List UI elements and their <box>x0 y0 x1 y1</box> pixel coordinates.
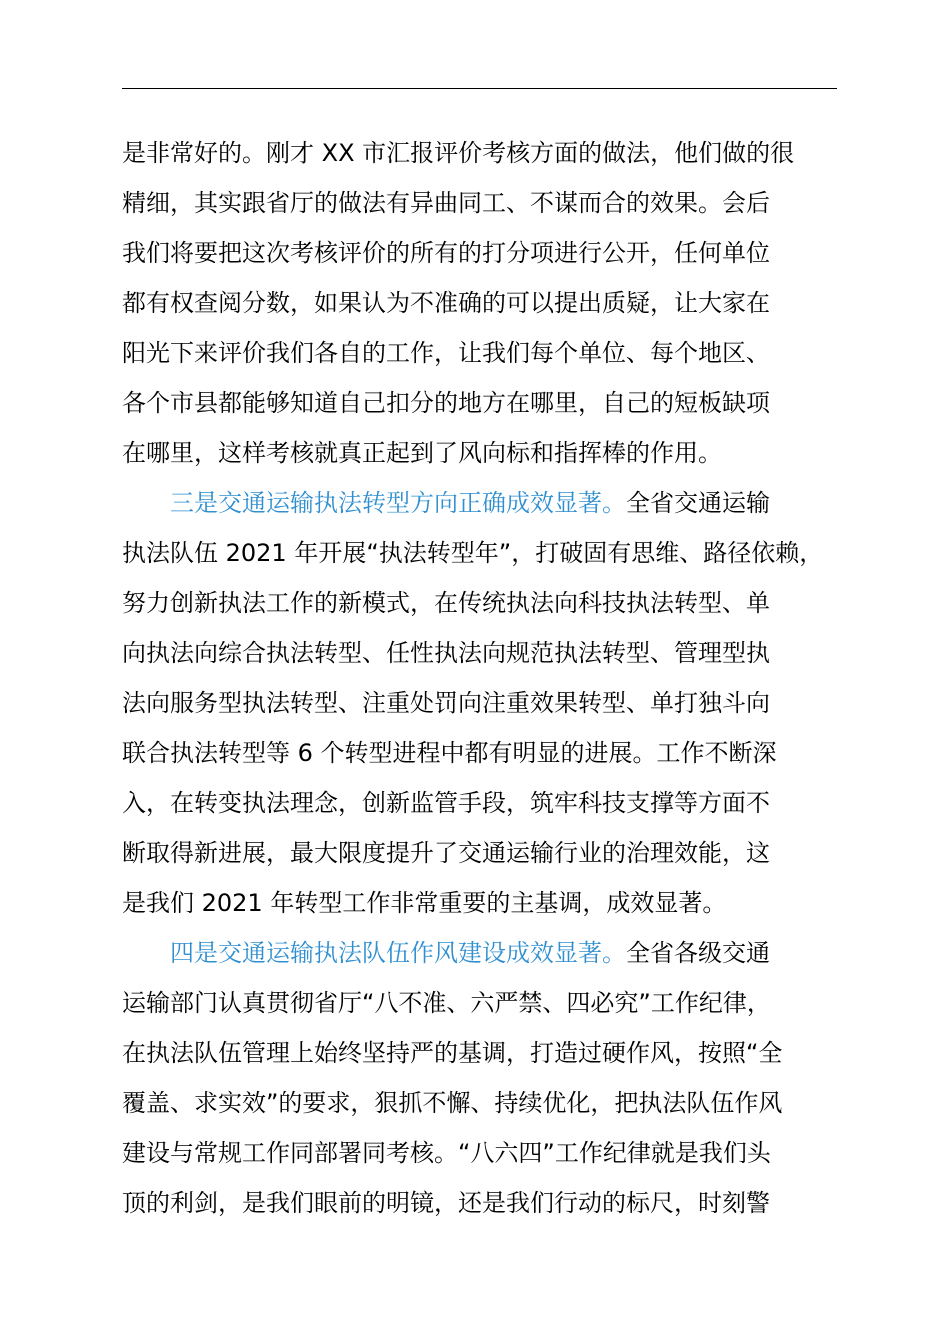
text-line: 在哪里，这样考核就真正起到了风向标和指挥棒的作用。 <box>122 439 722 467</box>
text-line: 在执法队伍管理上始终坚持严的基调，打造过硬作风，按照“全 <box>122 1039 783 1067</box>
text-line: 顶的利剑，是我们眼前的明镜，还是我们行动的标尺，时刻警 <box>122 1189 770 1217</box>
text-line: 我们将要把这次考核评价的所有的打分项进行公开，任何单位 <box>122 239 770 267</box>
header-rule <box>122 88 837 89</box>
section-heading: 四是交通运输执法队伍作风建设成效显著。 <box>170 939 626 967</box>
text-line: 断取得新进展，最大限度提升了交通运输行业的治理效能，这 <box>122 839 770 867</box>
text-line: 建设与常规工作同部署同考核。“八六四”工作纪律就是我们头 <box>122 1139 771 1167</box>
text-run: 全省交通运输 <box>626 489 770 517</box>
text-line: 是我们 2021 年转型工作非常重要的主基调，成效显著。 <box>122 889 727 917</box>
text-line: 精细，其实跟省厅的做法有异曲同工、不谋而合的效果。会后 <box>122 189 770 217</box>
paragraph-first-line <box>122 928 837 978</box>
text-line: 联合执法转型等 6 个转型进程中都有明显的进展。工作不断深 <box>122 739 777 767</box>
text-line: 是非常好的。刚才 XX 市汇报评价考核方面的做法，他们做的很 <box>122 139 795 167</box>
text-run: 全省各级交通 <box>626 939 770 967</box>
text-line: 法向服务型执法转型、注重处罚向注重效果转型、单打独斗向 <box>122 689 770 717</box>
paragraph-first-line <box>122 478 837 528</box>
text-line: 各个市县都能够知道自己扣分的地方在哪里，自己的短板缺项 <box>122 389 770 417</box>
text-line: 覆盖、求实效”的要求，狠抓不懈、持续优化，把执法队伍作风 <box>122 1089 783 1117</box>
text-line: 阳光下来评价我们各自的工作，让我们每个单位、每个地区、 <box>122 339 770 367</box>
text-line: 执法队伍 2021 年开展“执法转型年”，打破固有思维、路径依赖， <box>122 539 824 567</box>
paragraph-1 <box>122 128 837 478</box>
text-line: 运输部门认真贯彻省厅“八不准、六严禁、四必究”工作纪律， <box>122 989 771 1017</box>
text-line: 努力创新执法工作的新模式，在传统执法向科技执法转型、单 <box>122 589 770 617</box>
text-line: 入，在转变执法理念，创新监管手段，筑牢科技支撑等方面不 <box>122 789 770 817</box>
paragraph-2 <box>122 478 837 928</box>
document-body <box>122 128 837 1228</box>
paragraph-3 <box>122 928 837 1228</box>
text-line: 向执法向综合执法转型、任性执法向规范执法转型、管理型执 <box>122 639 770 667</box>
text-line: 都有权查阅分数，如果认为不准确的可以提出质疑，让大家在 <box>122 289 770 317</box>
section-heading: 三是交通运输执法转型方向正确成效显著。 <box>170 489 626 517</box>
